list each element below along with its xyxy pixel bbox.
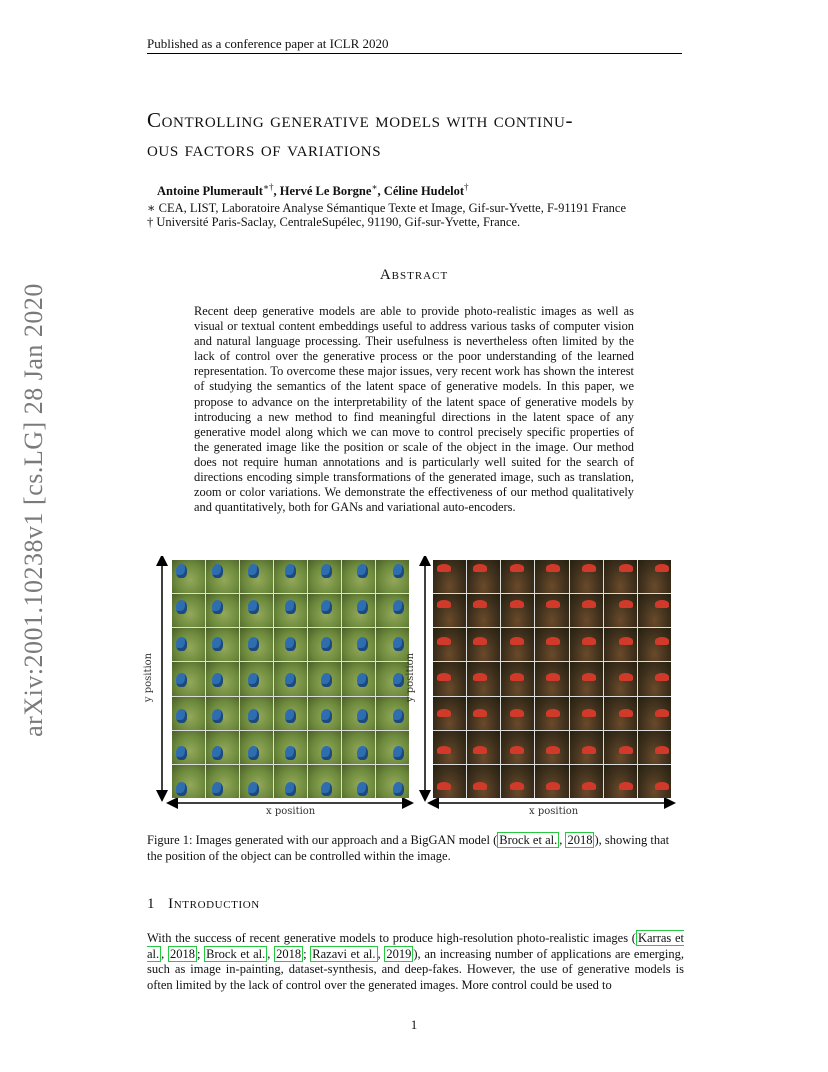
- mushroom-thumbnail: [433, 731, 466, 764]
- section-title: Introduction: [168, 896, 260, 912]
- mushroom-thumbnail: [570, 697, 603, 730]
- bird-shape: [393, 782, 404, 796]
- mushroom-shape: [437, 782, 451, 790]
- bird-shape: [393, 746, 404, 760]
- bird-thumbnail: [308, 628, 341, 661]
- bird-thumbnail: [240, 662, 273, 695]
- bird-thumbnail: [206, 765, 239, 798]
- mushroom-thumbnail: [604, 628, 637, 661]
- mushroom-thumbnail: [501, 594, 534, 627]
- author-1-marks: ∗†: [262, 182, 274, 192]
- mushroom-shape: [655, 782, 669, 790]
- mushroom-shape: [655, 746, 669, 754]
- mushroom-shape: [582, 782, 596, 790]
- mushroom-thumbnail: [570, 560, 603, 593]
- intro-text-1: With the success of recent generative models to produce high-resolution photo-realistic images (: [147, 931, 636, 945]
- mushroom-thumbnail: [467, 731, 500, 764]
- mushroom-shape: [510, 746, 524, 754]
- mushroom-shape: [473, 782, 487, 790]
- citation-link[interactable]: 2019: [386, 946, 412, 961]
- bird-shape: [393, 637, 404, 651]
- bird-shape: [248, 782, 259, 796]
- bird-shape: [357, 637, 368, 651]
- author-list: Antoine Plumerault∗†, Hervé Le Borgne∗, Céline Hudelot†: [157, 182, 469, 199]
- citation-link[interactable]: 2018: [169, 946, 195, 961]
- bird-thumbnail: [206, 662, 239, 695]
- bird-shape: [176, 600, 187, 614]
- mushroom-thumbnail: [433, 662, 466, 695]
- mushroom-shape: [655, 673, 669, 681]
- title-line-1: Controlling generative models with continu-: [147, 108, 574, 132]
- mushroom-shape: [473, 564, 487, 572]
- abstract-heading: Abstract: [379, 267, 449, 283]
- bird-thumbnail: [240, 697, 273, 730]
- bird-thumbnail: [308, 662, 341, 695]
- mushroom-thumbnail: [535, 697, 568, 730]
- bird-shape: [176, 782, 187, 796]
- bird-shape: [321, 709, 332, 723]
- bird-thumbnail: [274, 697, 307, 730]
- mushroom-shape: [437, 637, 451, 645]
- mushroom-shape: [437, 600, 451, 608]
- bird-shape: [176, 637, 187, 651]
- mushroom-thumbnail: [467, 594, 500, 627]
- bird-shape: [176, 709, 187, 723]
- mushroom-shape: [546, 564, 560, 572]
- bird-thumbnail: [240, 560, 273, 593]
- bird-shape: [248, 600, 259, 614]
- mushroom-shape: [437, 709, 451, 717]
- bird-thumbnail: [240, 594, 273, 627]
- citation-link[interactable]: 2018: [276, 946, 302, 961]
- mushroom-shape: [619, 709, 633, 717]
- mushroom-shape: [582, 637, 596, 645]
- mushroom-shape: [619, 637, 633, 645]
- mushroom-thumbnail: [570, 594, 603, 627]
- bird-shape: [321, 637, 332, 651]
- mushroom-shape: [437, 564, 451, 572]
- bird-thumbnail: [206, 697, 239, 730]
- bird-shape: [176, 746, 187, 760]
- mushroom-thumbnail: [638, 560, 671, 593]
- mushroom-thumbnail: [467, 765, 500, 798]
- bird-thumbnail: [172, 731, 205, 764]
- bird-thumbnail: [376, 731, 409, 764]
- bird-thumbnail: [308, 765, 341, 798]
- bird-thumbnail: [172, 662, 205, 695]
- bird-shape: [212, 673, 223, 687]
- mushroom-shape: [582, 600, 596, 608]
- mushroom-thumbnail: [604, 697, 637, 730]
- mushroom-thumbnail: [604, 594, 637, 627]
- bird-shape: [248, 564, 259, 578]
- header-rule: [147, 53, 682, 54]
- bird-shape: [176, 564, 187, 578]
- mushroom-thumbnail: [501, 731, 534, 764]
- mushroom-thumbnail: [501, 628, 534, 661]
- bird-thumbnail: [274, 731, 307, 764]
- mushroom-shape: [546, 673, 560, 681]
- bird-thumbnail: [172, 765, 205, 798]
- affiliation-2: † Université Paris-Saclay, CentraleSupélec, 91190, Gif-sur-Yvette, France.: [147, 215, 521, 229]
- mushroom-shape: [546, 637, 560, 645]
- mushroom-thumbnail: [467, 628, 500, 661]
- mushroom-thumbnail: [501, 697, 534, 730]
- bird-thumbnail: [240, 731, 273, 764]
- mushroom-thumbnail: [501, 765, 534, 798]
- author-3: Céline Hudelot: [383, 184, 465, 199]
- mushroom-shape: [619, 746, 633, 754]
- mushroom-thumbnail: [570, 765, 603, 798]
- bird-image-grid: [172, 560, 409, 798]
- mushroom-thumbnail: [467, 662, 500, 695]
- mushroom-thumbnail: [535, 662, 568, 695]
- bird-thumbnail: [274, 560, 307, 593]
- bird-shape: [393, 673, 404, 687]
- mushroom-shape: [582, 709, 596, 717]
- bird-shape: [393, 709, 404, 723]
- mushroom-thumbnail: [433, 697, 466, 730]
- caption-sep: ,: [559, 833, 566, 847]
- author-1: Antoine Plumerault: [157, 184, 263, 199]
- intro-sep: ;: [303, 946, 311, 961]
- mushroom-thumbnail: [535, 628, 568, 661]
- arxiv-stamp: [18, 262, 50, 757]
- section-number: 1: [147, 896, 156, 912]
- bird-thumbnail: [376, 560, 409, 593]
- mushroom-shape: [546, 600, 560, 608]
- citation-link[interactable]: Brock et al.: [206, 946, 266, 961]
- bird-shape: [248, 637, 259, 651]
- bird-shape: [212, 709, 223, 723]
- bird-shape: [357, 673, 368, 687]
- bird-shape: [248, 709, 259, 723]
- mushroom-thumbnail: [638, 731, 671, 764]
- mushroom-thumbnail: [638, 662, 671, 695]
- mushroom-shape: [473, 600, 487, 608]
- bird-shape: [393, 564, 404, 578]
- bird-thumbnail: [240, 628, 273, 661]
- bird-thumbnail: [274, 628, 307, 661]
- mushroom-shape: [619, 673, 633, 681]
- citation-link[interactable]: Razavi et al.: [312, 946, 376, 961]
- mushroom-thumbnail: [433, 594, 466, 627]
- bird-shape: [248, 673, 259, 687]
- running-header: Published as a conference paper at ICLR 2020: [147, 36, 389, 51]
- mushroom-thumbnail: [433, 560, 466, 593]
- mushroom-shape: [437, 746, 451, 754]
- bird-shape: [357, 782, 368, 796]
- bird-shape: [285, 600, 296, 614]
- mushroom-thumbnail: [604, 560, 637, 593]
- bird-thumbnail: [342, 662, 375, 695]
- bird-thumbnail: [240, 765, 273, 798]
- bird-shape: [212, 782, 223, 796]
- arxiv-id: arXiv:2001.10238v1 [cs.LG] 28 Jan 2020: [19, 282, 48, 737]
- bird-shape: [212, 564, 223, 578]
- bird-shape: [285, 782, 296, 796]
- bird-thumbnail: [274, 594, 307, 627]
- mushroom-shape: [473, 709, 487, 717]
- caption-text-post: ), showing that the position of the object can be controlled within the image.: [147, 833, 670, 863]
- bird-shape: [357, 709, 368, 723]
- mushroom-thumbnail: [433, 628, 466, 661]
- mushroom-thumbnail: [638, 697, 671, 730]
- mushroom-shape: [655, 600, 669, 608]
- mushroom-image-grid: [433, 560, 671, 798]
- mushroom-thumbnail: [604, 731, 637, 764]
- mushroom-shape: [510, 637, 524, 645]
- bird-shape: [393, 600, 404, 614]
- mushroom-shape: [655, 564, 669, 572]
- author-2: Hervé Le Borgne: [279, 184, 372, 199]
- mushroom-shape: [510, 600, 524, 608]
- bird-thumbnail: [206, 731, 239, 764]
- mushroom-thumbnail: [535, 765, 568, 798]
- bird-thumbnail: [172, 628, 205, 661]
- bird-thumbnail: [274, 662, 307, 695]
- mushroom-thumbnail: [433, 765, 466, 798]
- bird-thumbnail: [342, 560, 375, 593]
- intro-text-2: ), an increasing number of applications are emerging, such as image in-painting, dataset-synthesis, and deep-fakes. However, the use of generative models is often limited by the lack of control over the generated images. More control could be used to: [147, 946, 685, 992]
- bird-thumbnail: [376, 628, 409, 661]
- bird-shape: [357, 600, 368, 614]
- mushroom-shape: [546, 782, 560, 790]
- author-2-marks: ∗: [371, 182, 378, 192]
- mushroom-thumbnail: [535, 731, 568, 764]
- mushroom-thumbnail: [638, 594, 671, 627]
- bird-thumbnail: [376, 594, 409, 627]
- affiliation-1: ∗ CEA, LIST, Laboratoire Analyse Sémantique Texte et Image, Gif-sur-Yvette, F-91191 France: [147, 201, 627, 215]
- mushroom-shape: [619, 564, 633, 572]
- mushroom-thumbnail: [467, 560, 500, 593]
- bird-shape: [321, 600, 332, 614]
- mushroom-shape: [510, 782, 524, 790]
- mushroom-thumbnail: [501, 560, 534, 593]
- mushroom-thumbnail: [604, 662, 637, 695]
- intro-sep: ,: [377, 946, 385, 961]
- bird-shape: [176, 673, 187, 687]
- intro-sep: ,: [161, 946, 168, 961]
- mushroom-thumbnail: [570, 731, 603, 764]
- mushroom-thumbnail: [467, 697, 500, 730]
- section-heading: [147, 896, 260, 913]
- mushroom-shape: [510, 709, 524, 717]
- mushroom-thumbnail: [570, 662, 603, 695]
- bird-shape: [357, 746, 368, 760]
- bird-thumbnail: [206, 594, 239, 627]
- mushroom-shape: [510, 564, 524, 572]
- mushroom-thumbnail: [501, 662, 534, 695]
- caption-text-pre: Figure 1: Images generated with our approach and a BigGAN model (: [147, 833, 498, 847]
- bird-thumbnail: [308, 594, 341, 627]
- citation-link[interactable]: Brock et al.: [499, 833, 558, 847]
- bird-shape: [285, 746, 296, 760]
- bird-thumbnail: [342, 697, 375, 730]
- bird-shape: [321, 564, 332, 578]
- bird-thumbnail: [376, 697, 409, 730]
- mushroom-shape: [619, 600, 633, 608]
- mushroom-shape: [582, 564, 596, 572]
- mushroom-shape: [546, 746, 560, 754]
- bird-thumbnail: [342, 731, 375, 764]
- bird-shape: [248, 746, 259, 760]
- bird-thumbnail: [206, 628, 239, 661]
- bird-thumbnail: [308, 697, 341, 730]
- bird-shape: [357, 564, 368, 578]
- figure-caption: [147, 833, 684, 864]
- right-y-label: y position: [405, 652, 417, 703]
- mushroom-shape: [473, 673, 487, 681]
- bird-shape: [285, 564, 296, 578]
- left-x-label: x position: [266, 806, 316, 817]
- mushroom-shape: [437, 673, 451, 681]
- mushroom-shape: [619, 782, 633, 790]
- right-x-label: x position: [529, 806, 579, 817]
- bird-thumbnail: [308, 731, 341, 764]
- bird-thumbnail: [342, 594, 375, 627]
- mushroom-thumbnail: [638, 628, 671, 661]
- bird-shape: [212, 746, 223, 760]
- bird-shape: [321, 782, 332, 796]
- mushroom-shape: [510, 673, 524, 681]
- title-line-2: ous factors of variations: [147, 137, 382, 161]
- author-3-marks: †: [464, 182, 469, 192]
- mushroom-shape: [582, 746, 596, 754]
- bird-thumbnail: [342, 765, 375, 798]
- bird-thumbnail: [206, 560, 239, 593]
- bird-shape: [212, 637, 223, 651]
- mushroom-shape: [546, 709, 560, 717]
- mushroom-shape: [582, 673, 596, 681]
- bird-shape: [285, 673, 296, 687]
- bird-thumbnail: [342, 628, 375, 661]
- bird-shape: [321, 673, 332, 687]
- left-y-label: y position: [143, 652, 155, 703]
- intro-paragraph: [147, 931, 684, 993]
- citation-link[interactable]: Karras et al.: [147, 931, 684, 961]
- bird-thumbnail: [376, 765, 409, 798]
- mushroom-thumbnail: [604, 765, 637, 798]
- bird-thumbnail: [308, 560, 341, 593]
- abstract-body: Recent deep generative models are able to provide photo-realistic images as well as visual or textual content embeddings useful to address various tasks of computer vision and natural language processing. Their usefulness is nevertheless often limited by the lack of control over the generative process or the poor understanding of the learned representation. To overcome these major issues, very recent work has shown the interest of studying the semantics of the latent space of generative models. In this paper, we propose to advance on the interpretability of the latent space of generative models by introducing a new method to find meaningful directions in the latent space of any generative model along which we can move to control precisely specific properties of the generated image like the position or scale of the object in the image. Our method does not require human annotations and is particularly well suited for the search of directions encoding simple transformations of the generated image, such as translation, zoom or color variations. We demonstrate the effectiveness of our method qualitatively and quantitatively, both for GANs and variational auto-encoders.: [194, 304, 634, 515]
- intro-sep: ;: [196, 946, 205, 961]
- bird-thumbnail: [376, 662, 409, 695]
- mushroom-shape: [473, 746, 487, 754]
- mushroom-shape: [473, 637, 487, 645]
- mushroom-thumbnail: [535, 594, 568, 627]
- bird-thumbnail: [274, 765, 307, 798]
- paper-title: [147, 106, 692, 164]
- intro-sep: ,: [267, 946, 275, 961]
- bird-shape: [285, 709, 296, 723]
- mushroom-shape: [655, 709, 669, 717]
- bird-thumbnail: [172, 594, 205, 627]
- mushroom-thumbnail: [638, 765, 671, 798]
- bird-shape: [285, 637, 296, 651]
- mushroom-shape: [655, 637, 669, 645]
- bird-thumbnail: [172, 697, 205, 730]
- bird-shape: [212, 600, 223, 614]
- bird-shape: [321, 746, 332, 760]
- mushroom-thumbnail: [570, 628, 603, 661]
- mushroom-thumbnail: [535, 560, 568, 593]
- bird-thumbnail: [172, 560, 205, 593]
- page-number: 1: [410, 1017, 418, 1032]
- citation-link[interactable]: 2018: [567, 833, 593, 847]
